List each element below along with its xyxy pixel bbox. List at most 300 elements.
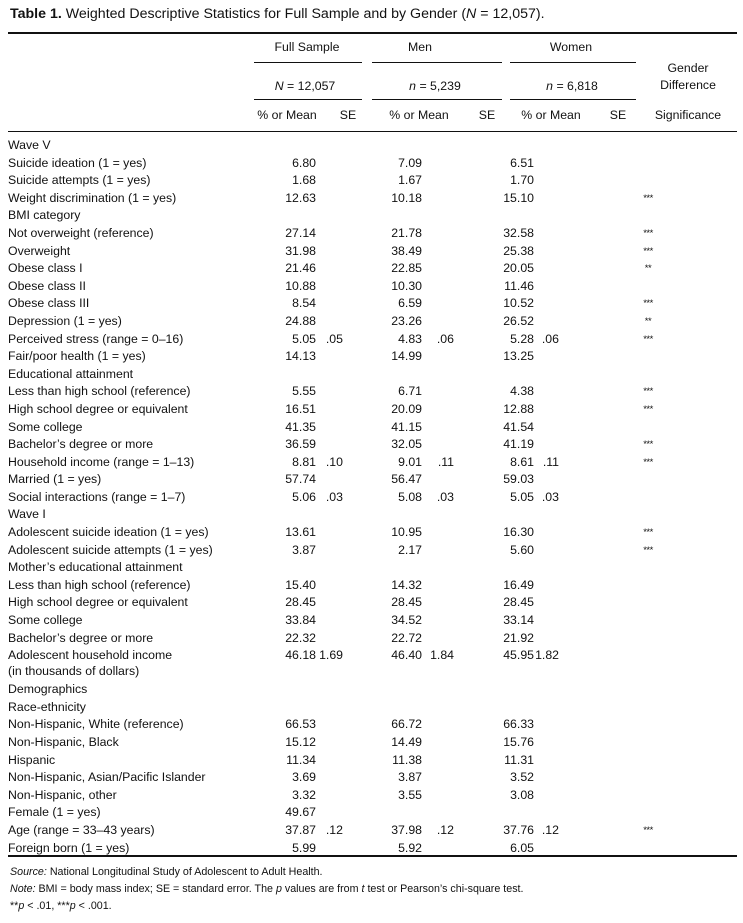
cell-significance: *** bbox=[643, 333, 653, 345]
cell-significance bbox=[559, 752, 737, 770]
cell-women-mean: 13.25 bbox=[503, 349, 534, 364]
cell-women-se bbox=[534, 260, 559, 278]
table-row bbox=[8, 681, 737, 699]
table-row bbox=[8, 506, 737, 524]
cell-significance bbox=[559, 172, 737, 190]
cell-significance bbox=[559, 630, 737, 648]
cell-significance bbox=[559, 577, 737, 595]
cell-men-se bbox=[422, 172, 454, 190]
cell-men-se bbox=[422, 137, 454, 155]
row-label bbox=[8, 559, 254, 577]
cell-men-se bbox=[422, 542, 454, 560]
row-label-text: Less than high school (reference) bbox=[8, 384, 191, 399]
cell-women-se bbox=[534, 716, 559, 734]
cell-full-se: .12 bbox=[325, 822, 343, 837]
cell-significance: *** bbox=[643, 403, 653, 415]
row-label-text: Adolescent suicide ideation (1 = yes) bbox=[8, 525, 209, 540]
row-label-text: Weight discrimination (1 = yes) bbox=[8, 190, 177, 205]
row-label bbox=[8, 366, 254, 384]
cell-men-mean: 56.47 bbox=[391, 472, 422, 487]
cell-men-se bbox=[422, 804, 454, 822]
cell-men-se bbox=[422, 190, 454, 208]
cell-significance bbox=[559, 155, 737, 173]
note-text-3: test or Pearson’s chi-square test. bbox=[364, 883, 524, 895]
cell-women-se bbox=[534, 207, 559, 225]
cell-women-mean bbox=[454, 559, 534, 577]
cell-significance: *** bbox=[643, 456, 653, 468]
col-se-full: SE bbox=[339, 108, 357, 122]
title-n-symbol: N bbox=[466, 6, 477, 22]
table-row bbox=[8, 804, 737, 822]
cell-women-mean: 5.05 bbox=[510, 489, 534, 504]
cell-significance: *** bbox=[643, 298, 653, 310]
cell-full-mean: 12.63 bbox=[285, 190, 316, 205]
table-row bbox=[8, 454, 737, 472]
table-row bbox=[8, 331, 737, 349]
cell-men-mean: 14.32 bbox=[391, 577, 422, 592]
row-label-text: Mother’s educational attainment bbox=[8, 560, 183, 575]
cell-full-se bbox=[316, 559, 343, 577]
rule-n-men bbox=[372, 99, 502, 100]
cell-full-se bbox=[316, 716, 343, 734]
cell-women-mean: 11.31 bbox=[504, 752, 534, 767]
cell-full-mean: 3.32 bbox=[292, 787, 316, 802]
table-row bbox=[8, 716, 737, 734]
n-women-value: = 6,818 bbox=[553, 79, 598, 93]
cell-full-se bbox=[316, 295, 343, 313]
cell-full-mean: 5.06 bbox=[292, 489, 316, 504]
cell-women-se bbox=[534, 401, 559, 419]
cell-significance: *** bbox=[643, 544, 653, 556]
sig-stars-2: *** bbox=[57, 900, 70, 912]
row-label bbox=[8, 822, 254, 840]
cell-women-se bbox=[534, 769, 559, 787]
cell-full-mean: 27.14 bbox=[285, 225, 316, 240]
cell-women-mean: 28.45 bbox=[503, 595, 534, 610]
cell-men-mean: 1.67 bbox=[398, 173, 422, 188]
cell-men-se bbox=[422, 559, 454, 577]
cell-women-mean: 16.30 bbox=[503, 525, 534, 540]
cell-significance: *** bbox=[643, 824, 653, 836]
cell-significance: *** bbox=[643, 386, 653, 398]
cell-full-se bbox=[316, 630, 343, 648]
cell-men-se bbox=[422, 155, 454, 173]
cell-men-mean: 28.45 bbox=[391, 595, 422, 610]
cell-significance bbox=[559, 559, 737, 577]
table-row bbox=[8, 630, 737, 648]
row-label-text: High school degree or equivalent bbox=[8, 401, 188, 416]
cell-men-se bbox=[422, 734, 454, 752]
cell-men-se bbox=[422, 769, 454, 787]
cell-full-mean: 49.67 bbox=[285, 805, 316, 820]
sig-text-1: < .01, bbox=[24, 900, 58, 912]
cell-full-mean bbox=[254, 137, 316, 155]
cell-women-mean: 66.33 bbox=[503, 717, 534, 732]
cell-full-mean: 1.68 bbox=[292, 173, 316, 188]
cell-full-se: 1.69 bbox=[319, 648, 343, 663]
note-t: t bbox=[361, 883, 365, 895]
cell-men-se bbox=[422, 471, 454, 489]
cell-significance bbox=[559, 207, 737, 225]
cell-full-mean: 36.59 bbox=[285, 437, 316, 452]
cell-men-se bbox=[422, 577, 454, 595]
cell-full-mean bbox=[254, 559, 316, 577]
row-label-text: Household income (range = 1–13) bbox=[8, 454, 195, 469]
cell-women-se bbox=[534, 577, 559, 595]
cell-men-mean bbox=[343, 207, 422, 225]
rule-n-women bbox=[510, 99, 636, 100]
row-label-text: Fair/poor health (1 = yes) bbox=[8, 349, 146, 364]
row-label-text: Bachelor’s degree or more bbox=[8, 437, 154, 452]
cell-men-se bbox=[422, 419, 454, 437]
cell-significance: *** bbox=[643, 227, 653, 239]
stats-table-body bbox=[8, 137, 737, 857]
cell-women-se: .03 bbox=[541, 489, 559, 504]
cell-men-se bbox=[422, 207, 454, 225]
cell-women-mean bbox=[454, 804, 534, 822]
cell-women-se bbox=[534, 243, 559, 261]
bottom-rule bbox=[8, 855, 737, 857]
n-full-sample bbox=[275, 79, 336, 93]
cell-women-se bbox=[534, 542, 559, 560]
cell-full-mean: 21.46 bbox=[285, 261, 316, 276]
table-row bbox=[8, 542, 737, 560]
row-label-text: Overweight bbox=[8, 243, 71, 258]
table-row bbox=[8, 190, 737, 208]
row-label-text: Bachelor’s degree or more bbox=[8, 630, 154, 645]
note-text-2: values are from bbox=[281, 883, 362, 895]
n-men-symbol: n bbox=[409, 79, 417, 93]
row-label bbox=[8, 647, 254, 681]
cell-women-mean: 12.88 bbox=[503, 401, 534, 416]
cell-full-mean: 24.88 bbox=[285, 313, 316, 328]
cell-significance bbox=[559, 612, 737, 630]
cell-significance bbox=[559, 699, 737, 717]
cell-men-mean: 20.09 bbox=[391, 401, 422, 416]
row-label bbox=[8, 207, 254, 225]
note-text-1: BMI = body mass index; SE = standard error. The bbox=[35, 883, 276, 895]
sig-stars-1: ** bbox=[10, 900, 19, 912]
row-label-text: Obese class II bbox=[8, 278, 86, 293]
cell-men-mean: 21.78 bbox=[391, 225, 422, 240]
col-se-women: SE bbox=[609, 108, 627, 122]
cell-full-mean: 8.54 bbox=[292, 296, 316, 311]
cell-full-se bbox=[316, 313, 343, 331]
row-label-text: Depression (1 = yes) bbox=[8, 313, 122, 328]
row-label bbox=[8, 348, 254, 366]
row-label-text: BMI category bbox=[8, 208, 81, 223]
table-row bbox=[8, 436, 737, 454]
cell-full-mean: 37.87 bbox=[285, 822, 316, 837]
table-row bbox=[8, 207, 737, 225]
cell-men-mean: 41.15 bbox=[391, 419, 422, 434]
cell-men-se bbox=[422, 401, 454, 419]
row-label-text: Wave I bbox=[8, 507, 46, 522]
cell-men-mean: 22.72 bbox=[391, 630, 422, 645]
cell-women-se bbox=[534, 804, 559, 822]
title-text-post: = 12,057). bbox=[476, 6, 545, 22]
row-label-text: Perceived stress (range = 0–16) bbox=[8, 331, 184, 346]
cell-men-mean: 11.38 bbox=[392, 752, 422, 767]
col-mean-women: % or Mean bbox=[521, 108, 581, 122]
table-row bbox=[8, 471, 737, 489]
cell-full-se bbox=[316, 243, 343, 261]
cell-women-se: .12 bbox=[541, 822, 559, 837]
row-label bbox=[8, 612, 254, 630]
cell-men-se bbox=[422, 524, 454, 542]
table-row bbox=[8, 734, 737, 752]
cell-men-mean: 5.08 bbox=[398, 489, 422, 504]
rule-men bbox=[372, 62, 502, 63]
cell-full-se: .03 bbox=[325, 489, 343, 504]
cell-full-se: .10 bbox=[325, 454, 343, 469]
cell-women-mean: 6.51 bbox=[510, 155, 534, 170]
cell-significance: *** bbox=[643, 245, 653, 257]
cell-women-se: 1.82 bbox=[535, 648, 559, 663]
row-label bbox=[8, 489, 254, 507]
cell-women-se bbox=[534, 752, 559, 770]
cell-men-mean: 4.83 bbox=[398, 331, 422, 346]
cell-significance bbox=[559, 647, 737, 681]
cell-women-se bbox=[534, 506, 559, 524]
cell-women-mean: 1.70 bbox=[510, 173, 534, 188]
cell-full-mean: 13.61 bbox=[285, 525, 316, 540]
cell-men-mean: 14.99 bbox=[391, 349, 422, 364]
cell-women-mean: 41.54 bbox=[503, 419, 534, 434]
cell-men-mean: 6.71 bbox=[398, 384, 422, 399]
cell-women-se bbox=[534, 278, 559, 296]
gender-diff-line1: Gender bbox=[667, 61, 709, 75]
cell-women-mean bbox=[454, 681, 534, 699]
cell-full-mean bbox=[254, 699, 316, 717]
cell-significance bbox=[559, 348, 737, 366]
cell-full-mean: 3.69 bbox=[292, 770, 316, 785]
cell-full-se bbox=[316, 137, 343, 155]
row-label bbox=[8, 699, 254, 717]
row-label bbox=[8, 278, 254, 296]
table-row bbox=[8, 524, 737, 542]
cell-full-mean: 3.87 bbox=[292, 542, 316, 557]
cell-men-mean: 38.49 bbox=[391, 243, 422, 258]
row-label bbox=[8, 681, 254, 699]
cell-men-se bbox=[422, 383, 454, 401]
cell-men-se: .12 bbox=[436, 822, 454, 837]
cell-men-mean: 7.09 bbox=[398, 155, 422, 170]
cell-women-se bbox=[534, 630, 559, 648]
row-label bbox=[8, 734, 254, 752]
cell-women-se bbox=[534, 225, 559, 243]
cell-full-se bbox=[316, 524, 343, 542]
cell-full-se: .05 bbox=[325, 331, 343, 346]
row-label bbox=[8, 454, 254, 472]
cell-significance bbox=[559, 804, 737, 822]
cell-women-mean: 5.60 bbox=[510, 542, 534, 557]
cell-significance: *** bbox=[643, 192, 653, 204]
cell-full-mean: 46.18 bbox=[285, 648, 316, 663]
note-label: Note: bbox=[10, 883, 36, 895]
cell-women-se bbox=[534, 471, 559, 489]
row-label-text: Race-ethnicity bbox=[8, 699, 86, 714]
footnote-significance bbox=[10, 900, 112, 912]
table-row bbox=[8, 787, 737, 805]
cell-full-mean bbox=[254, 506, 316, 524]
cell-full-se bbox=[316, 506, 343, 524]
cell-women-mean bbox=[454, 506, 534, 524]
cell-full-mean: 57.74 bbox=[285, 472, 316, 487]
cell-men-mean: 37.98 bbox=[391, 822, 422, 837]
cell-men-se bbox=[422, 506, 454, 524]
cell-women-se bbox=[534, 190, 559, 208]
table-row bbox=[8, 172, 737, 190]
cell-full-se bbox=[316, 787, 343, 805]
cell-women-se bbox=[534, 734, 559, 752]
cell-men-se: .11 bbox=[437, 454, 454, 469]
cell-full-se bbox=[316, 190, 343, 208]
cell-men-se bbox=[422, 752, 454, 770]
row-label-text: Social interactions (range = 1–7) bbox=[8, 489, 186, 504]
cell-men-mean bbox=[343, 804, 422, 822]
cell-men-se bbox=[422, 295, 454, 313]
row-label bbox=[8, 137, 254, 155]
cell-full-mean: 14.13 bbox=[285, 349, 316, 364]
table-row bbox=[8, 348, 737, 366]
cell-women-se bbox=[534, 172, 559, 190]
table-row bbox=[8, 419, 737, 437]
table-row bbox=[8, 752, 737, 770]
cell-men-mean: 32.05 bbox=[391, 437, 422, 452]
cell-women-mean bbox=[454, 699, 534, 717]
cell-women-mean bbox=[454, 137, 534, 155]
cell-men-mean: 3.87 bbox=[398, 770, 422, 785]
table-row bbox=[8, 366, 737, 384]
cell-men-se: 1.84 bbox=[430, 648, 454, 663]
row-label bbox=[8, 542, 254, 560]
cell-full-mean: 15.40 bbox=[285, 577, 316, 592]
source-text: National Longitudinal Study of Adolescent to Adult Health. bbox=[46, 866, 323, 878]
cell-women-mean: 3.08 bbox=[510, 787, 534, 802]
cell-men-se bbox=[422, 348, 454, 366]
table-row bbox=[8, 137, 737, 155]
cell-full-se bbox=[316, 207, 343, 225]
cell-women-mean: 4.38 bbox=[510, 384, 534, 399]
cell-full-se bbox=[316, 366, 343, 384]
row-label bbox=[8, 524, 254, 542]
cell-full-se bbox=[316, 542, 343, 560]
row-label-text: Some college bbox=[8, 613, 83, 628]
cell-full-mean: 66.53 bbox=[285, 717, 316, 732]
cell-men-se bbox=[422, 278, 454, 296]
cell-women-mean: 15.10 bbox=[503, 190, 534, 205]
cell-significance bbox=[559, 594, 737, 612]
cell-full-se bbox=[316, 681, 343, 699]
cell-women-mean: 37.76 bbox=[503, 822, 534, 837]
footnote-note bbox=[10, 883, 523, 895]
cell-men-se bbox=[422, 787, 454, 805]
cell-full-mean: 15.12 bbox=[285, 735, 316, 749]
cell-significance bbox=[559, 506, 737, 524]
table-row bbox=[8, 769, 737, 787]
cell-full-se bbox=[316, 278, 343, 296]
cell-men-se bbox=[422, 630, 454, 648]
cell-women-se bbox=[534, 155, 559, 173]
cell-men-se bbox=[422, 436, 454, 454]
group-women: Women bbox=[549, 40, 593, 54]
cell-women-se bbox=[534, 612, 559, 630]
cell-men-mean: 23.26 bbox=[391, 313, 422, 328]
cell-men-se bbox=[422, 612, 454, 630]
sig-p2: p bbox=[69, 900, 76, 912]
cell-women-mean: 59.03 bbox=[503, 472, 534, 487]
cell-significance bbox=[559, 787, 737, 805]
cell-men-mean: 6.59 bbox=[398, 296, 422, 311]
row-label bbox=[8, 190, 254, 208]
table-row bbox=[8, 489, 737, 507]
cell-full-mean: 41.35 bbox=[285, 419, 316, 434]
row-label bbox=[8, 401, 254, 419]
title-text-pre: Weighted Descriptive Statistics for Full Sample and by Gender ( bbox=[65, 6, 467, 22]
cell-full-se bbox=[316, 436, 343, 454]
stats-table bbox=[8, 137, 737, 857]
table-row bbox=[8, 260, 737, 278]
n-full-value: = 12,057 bbox=[283, 79, 336, 93]
cell-women-se bbox=[534, 383, 559, 401]
row-label-text: Suicide attempts (1 = yes) bbox=[8, 173, 151, 188]
n-men-value: = 5,239 bbox=[416, 79, 461, 93]
cell-full-mean: 22.32 bbox=[285, 630, 316, 645]
cell-women-mean: 16.49 bbox=[503, 577, 534, 592]
cell-significance bbox=[559, 471, 737, 489]
row-label bbox=[8, 630, 254, 648]
cell-women-mean: 8.61 bbox=[510, 454, 534, 469]
cell-women-mean: 41.19 bbox=[503, 437, 534, 452]
col-mean-full: % or Mean bbox=[257, 108, 317, 122]
cell-full-mean bbox=[254, 207, 316, 225]
cell-full-se bbox=[316, 225, 343, 243]
cell-women-mean: 45.95 bbox=[503, 648, 534, 663]
col-significance: Significance bbox=[654, 108, 722, 122]
cell-women-mean: 6.05 bbox=[510, 840, 534, 855]
row-label-text: Not overweight (reference) bbox=[8, 225, 154, 240]
row-label-text: Less than high school (reference) bbox=[8, 577, 191, 592]
cell-significance bbox=[559, 716, 737, 734]
cell-men-mean: 10.18 bbox=[391, 190, 422, 205]
cell-women-mean: 3.52 bbox=[510, 770, 534, 785]
table-row bbox=[8, 313, 737, 331]
cell-men-mean bbox=[343, 699, 422, 717]
row-label bbox=[8, 769, 254, 787]
cell-women-se bbox=[534, 295, 559, 313]
row-label-text: Non-Hispanic, Asian/Pacific Islander bbox=[8, 770, 206, 785]
cell-full-se bbox=[316, 734, 343, 752]
cell-full-mean: 11.34 bbox=[286, 752, 316, 767]
cell-men-se: .06 bbox=[436, 331, 454, 346]
cell-full-mean: 5.05 bbox=[292, 331, 316, 346]
header-rule bbox=[8, 131, 737, 132]
cell-women-mean: 5.28 bbox=[510, 331, 534, 346]
table-row bbox=[8, 647, 737, 681]
row-label bbox=[8, 506, 254, 524]
row-label-text: Non-Hispanic, other bbox=[8, 787, 117, 802]
row-label-text: Adolescent suicide attempts (1 = yes) bbox=[8, 542, 213, 557]
table-title bbox=[10, 6, 545, 22]
row-label bbox=[8, 383, 254, 401]
cell-significance: *** bbox=[643, 527, 653, 539]
cell-women-mean bbox=[454, 366, 534, 384]
n-men bbox=[409, 79, 461, 93]
table-row bbox=[8, 225, 737, 243]
cell-women-se bbox=[534, 366, 559, 384]
cell-women-se bbox=[534, 348, 559, 366]
